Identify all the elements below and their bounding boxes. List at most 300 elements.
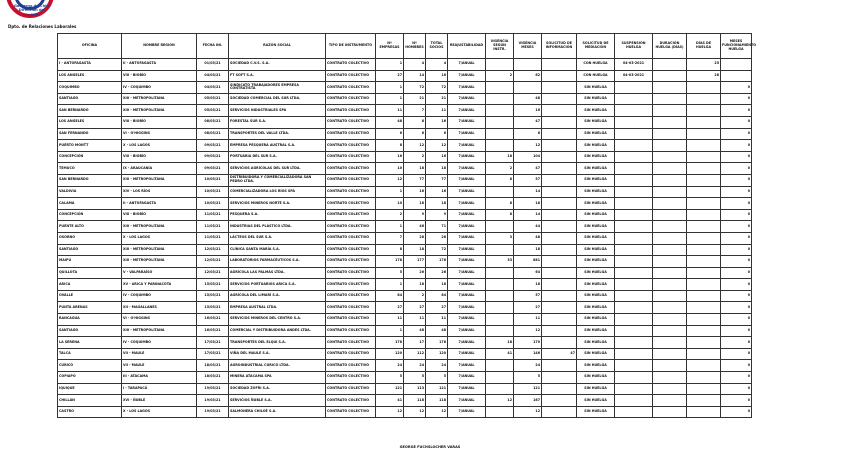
table-cell: 7/ANUAL xyxy=(448,221,486,233)
table-cell: EMPRESA AUSTRAL LTDA. xyxy=(229,302,326,314)
table-cell: 18 xyxy=(486,151,514,163)
table-cell: 1 xyxy=(376,221,404,233)
table-cell xyxy=(542,290,577,302)
table-cell: SIN HUELGA xyxy=(577,209,615,221)
table-cell: CONTRATO COLECTIVO xyxy=(326,395,376,407)
table-cell: VI - O'HIGGINS xyxy=(122,314,197,326)
table-cell xyxy=(542,70,577,82)
table-cell xyxy=(653,151,687,163)
table-cell xyxy=(542,198,577,210)
table-cell: 18 xyxy=(514,198,542,210)
table-cell: SIN HUELGA xyxy=(577,302,615,314)
table-cell: 178 xyxy=(376,256,404,268)
table-cell: SIN HUELGA xyxy=(577,116,615,128)
table-cell: 4 xyxy=(426,59,448,71)
table-cell: 0 xyxy=(721,325,752,337)
table-cell: 7 xyxy=(376,232,404,244)
table-cell xyxy=(514,59,542,71)
table-cell xyxy=(542,325,577,337)
table-cell: TRANSPORTES DEL VALLE LTDA. xyxy=(229,128,326,140)
table-cell: 121 xyxy=(426,383,448,395)
table-cell: 7/ANUAL xyxy=(448,151,486,163)
table-cell xyxy=(653,244,687,256)
table-cell: 177 xyxy=(404,256,426,268)
footer-signature: GEORGE FUCHSLOCHER VARAS xyxy=(399,445,461,449)
table-cell: 17/03/21 xyxy=(197,348,229,360)
table-row xyxy=(58,256,752,268)
table-cell xyxy=(486,59,514,71)
table-cell xyxy=(615,209,653,221)
table-cell: 48 xyxy=(376,116,404,128)
table-row xyxy=(58,279,752,291)
table-cell: CONTRATO COLECTIVO xyxy=(326,209,376,221)
table-cell xyxy=(542,221,577,233)
column-header: REAJUSTABILIDAD xyxy=(448,34,486,59)
table-cell xyxy=(653,70,687,82)
table-cell xyxy=(486,140,514,152)
table-header-row xyxy=(58,34,752,59)
table-cell: LABORATORIOS FARMACÉUTICOS S.A. xyxy=(229,256,326,268)
table-cell: SALMONERA CHILOÉ S.A. xyxy=(229,406,326,418)
table-cell: I - ANTOFAGASTA xyxy=(58,59,122,71)
table-cell: LOS ANGELES xyxy=(58,116,122,128)
table-row xyxy=(58,406,752,418)
table-cell: 27 xyxy=(376,302,404,314)
table-cell: SIN HUELGA xyxy=(577,314,615,326)
table-cell: COMERCIALIZADORA LOS RÍOS SPA xyxy=(229,186,326,198)
table-cell xyxy=(514,82,542,94)
table-cell: 84 xyxy=(426,290,448,302)
table-cell: CONCEPCIÓN xyxy=(58,209,122,221)
table-cell: IV - COQUIMBO xyxy=(122,290,197,302)
table-cell xyxy=(653,163,687,175)
table-cell: V - VALPARAÍSO xyxy=(122,267,197,279)
table-cell: SAN BERNARDO xyxy=(58,174,122,186)
table-cell: 0 xyxy=(721,314,752,326)
table-cell: 15/03/21 xyxy=(197,290,229,302)
table-cell: 7/ANUAL xyxy=(448,337,486,349)
table-cell: 12/03/21 xyxy=(197,244,229,256)
table-cell: 17/03/21 xyxy=(197,337,229,349)
table-cell xyxy=(653,348,687,360)
table-cell: CONTRATO COLECTIVO xyxy=(326,140,376,152)
table-cell: 15/03/21 xyxy=(197,302,229,314)
table-cell: XII - MAGALLANES xyxy=(122,302,197,314)
table-cell xyxy=(687,406,721,418)
table-cell xyxy=(542,256,577,268)
table-cell: 18/03/21 xyxy=(197,360,229,372)
table-cell: SIN HUELGA xyxy=(577,372,615,384)
table-cell: III - ATACAMA xyxy=(122,372,197,384)
table-cell xyxy=(653,105,687,117)
table-cell: 10 xyxy=(376,198,404,210)
table-cell: 16 xyxy=(376,151,404,163)
table-cell: 16 xyxy=(426,70,448,82)
table-cell: VIII - BIOBÍO xyxy=(122,151,197,163)
table-cell: XVI - ÑUBLE xyxy=(122,395,197,407)
table-cell: 7/ANUAL xyxy=(448,174,486,186)
table-cell: 7/ANUAL xyxy=(448,186,486,198)
column-header: Nº HOMBRES xyxy=(404,34,426,59)
table-cell: 0 xyxy=(721,256,752,268)
table-cell: 11 xyxy=(404,314,426,326)
table-cell xyxy=(615,82,653,94)
table-cell: 7/ANUAL xyxy=(448,198,486,210)
table-cell: COMERCIAL Y DISTRIBUIDORA ANDES LTDA. xyxy=(229,325,326,337)
page-subtitle: Dpto. de Relaciones Laborales xyxy=(8,24,77,29)
table-cell: LÁCTEOS DEL SUR S.A. xyxy=(229,232,326,244)
table-cell: 121 xyxy=(376,383,404,395)
table-cell xyxy=(486,383,514,395)
table-cell: SAN FERNANDO xyxy=(58,128,122,140)
table-cell xyxy=(615,174,653,186)
table-cell: SIN HUELGA xyxy=(577,279,615,291)
table-cell: MAIPÚ xyxy=(58,256,122,268)
table-cell: 0 xyxy=(721,232,752,244)
column-header: Nº EMPRESAS xyxy=(376,34,404,59)
table-cell: VIII - BIOBÍO xyxy=(122,116,197,128)
table-cell: 12 xyxy=(376,174,404,186)
table-cell: CURICÓ xyxy=(58,360,122,372)
table-cell: 0 xyxy=(721,302,752,314)
table-cell xyxy=(687,198,721,210)
table-cell: CONTRATO COLECTIVO xyxy=(326,383,376,395)
table-cell: SAN BERNARDO xyxy=(58,105,122,117)
table-cell: IQUIQUE xyxy=(58,383,122,395)
table-cell xyxy=(615,93,653,105)
table-cell: 1 xyxy=(376,82,404,94)
table-cell: 47 xyxy=(514,116,542,128)
table-cell: TRANSPORTES DEL ELQUI S.A. xyxy=(229,337,326,349)
table-cell: 12 xyxy=(426,406,448,418)
table-cell: CONTRATO COLECTIVO xyxy=(326,163,376,175)
table-cell: CONTRATO COLECTIVO xyxy=(326,128,376,140)
table-cell: 41 xyxy=(376,395,404,407)
table-cell xyxy=(486,105,514,117)
table-cell: VALDIVIA xyxy=(58,186,122,198)
table-cell: 6 xyxy=(404,128,426,140)
table-cell xyxy=(486,290,514,302)
table-cell xyxy=(687,140,721,152)
table-row xyxy=(58,186,752,198)
table-cell: 5 xyxy=(376,267,404,279)
table-cell xyxy=(486,325,514,337)
table-cell xyxy=(615,163,653,175)
table-cell: XV - ARICA Y PARINACOTA xyxy=(122,279,197,291)
table-cell xyxy=(653,314,687,326)
table-cell xyxy=(615,128,653,140)
table-cell: 04-03-2021 xyxy=(615,70,653,82)
table-cell: 7/ANUAL xyxy=(448,244,486,256)
table-cell: 14 xyxy=(514,209,542,221)
table-cell: 26 xyxy=(404,267,426,279)
table-cell: 28 xyxy=(426,232,448,244)
table-cell: SANTIAGO xyxy=(58,244,122,256)
table-cell: PUERTO MONTT xyxy=(58,140,122,152)
table-cell: 1 xyxy=(376,59,404,71)
table-cell: 7/ANUAL xyxy=(448,105,486,117)
table-cell xyxy=(486,116,514,128)
table-row xyxy=(58,325,752,337)
table-cell: 0 xyxy=(721,360,752,372)
table-cell: 6 xyxy=(514,128,542,140)
table-cell: 7/ANUAL xyxy=(448,290,486,302)
table-cell xyxy=(721,70,752,82)
table-cell: 7/ANUAL xyxy=(448,70,486,82)
table-cell xyxy=(486,314,514,326)
table-row xyxy=(58,105,752,117)
table-cell xyxy=(687,174,721,186)
table-cell: 5 xyxy=(426,372,448,384)
table-cell: 12 xyxy=(426,140,448,152)
table-cell: 1 xyxy=(376,325,404,337)
table-cell: CONTRATO COLECTIVO xyxy=(326,221,376,233)
table-cell xyxy=(615,198,653,210)
table-cell xyxy=(486,302,514,314)
table-cell: 05/03/21 xyxy=(197,105,229,117)
table-cell: 113 xyxy=(404,383,426,395)
table-row xyxy=(58,140,752,152)
table-cell: 12 xyxy=(514,140,542,152)
table-cell: 18 xyxy=(426,163,448,175)
logo-text: Gobierno de Chile Dirección del Trabajo xyxy=(13,4,51,17)
table-cell xyxy=(542,105,577,117)
table-cell: 9 xyxy=(404,209,426,221)
table-row xyxy=(58,163,752,175)
table-cell: 10/03/21 xyxy=(197,174,229,186)
table-cell xyxy=(542,93,577,105)
table-cell: 8 xyxy=(376,244,404,256)
table-cell: 18 xyxy=(514,244,542,256)
table-cell: 12 xyxy=(514,406,542,418)
table-cell xyxy=(687,151,721,163)
table-cell: QUILLOTA xyxy=(58,267,122,279)
table-cell: 5 xyxy=(404,372,426,384)
table-cell: ARICA xyxy=(58,279,122,291)
table-cell: 7/ANUAL xyxy=(448,267,486,279)
column-header: NOMBRE REGIÓN xyxy=(122,34,197,59)
table-cell: CONTRATO COLECTIVO xyxy=(326,198,376,210)
table-cell: CONTRATO COLECTIVO xyxy=(326,360,376,372)
table-row xyxy=(58,221,752,233)
table-cell: 4 xyxy=(404,59,426,71)
table-cell: 2 xyxy=(376,209,404,221)
table-cell: SIN HUELGA xyxy=(577,406,615,418)
table-cell: 0 xyxy=(721,267,752,279)
table-cell: LOS ANGELES xyxy=(58,70,122,82)
table-cell: SOCIEDAD COMERCIAL DEL SUR LTDA. xyxy=(229,93,326,105)
table-cell: 48 xyxy=(514,93,542,105)
table-cell: 72 xyxy=(404,82,426,94)
table-cell: CONTRATO COLECTIVO xyxy=(326,348,376,360)
table-cell: 7/ANUAL xyxy=(448,256,486,268)
table-row xyxy=(58,244,752,256)
table-cell: 19/03/21 xyxy=(197,395,229,407)
table-row xyxy=(58,151,752,163)
column-header: SOLICITUD DE INFORMACIÓN xyxy=(542,34,577,59)
table-cell: SIN HUELGA xyxy=(577,186,615,198)
table-cell xyxy=(542,383,577,395)
table-cell: 09/03/21 xyxy=(197,151,229,163)
table-cell xyxy=(721,59,752,71)
table-cell: 11 xyxy=(376,105,404,117)
table-cell: VIÑA DEL MAULE S.A. xyxy=(229,348,326,360)
table-cell: 0 xyxy=(721,116,752,128)
table-cell: 04/03/21 xyxy=(197,70,229,82)
table-cell: 7/ANUAL xyxy=(448,314,486,326)
table-cell xyxy=(687,267,721,279)
table-cell: 11/03/21 xyxy=(197,209,229,221)
table-cell: 7/ANUAL xyxy=(448,59,486,71)
table-cell: 881 xyxy=(514,256,542,268)
table-cell: XIII - METROPOLITANA xyxy=(122,174,197,186)
table-cell: 0 xyxy=(721,198,752,210)
table-cell: CON HUELGA xyxy=(577,70,615,82)
table-cell: SERVICIOS MINEROS NORTE S.A. xyxy=(229,198,326,210)
table-cell: 7/ANUAL xyxy=(448,116,486,128)
table-cell: 7/ANUAL xyxy=(448,140,486,152)
column-header: DÍAS DE HUELGA xyxy=(687,34,721,59)
table-cell: SIN HUELGA xyxy=(577,348,615,360)
table-cell: 46 xyxy=(404,221,426,233)
table-cell xyxy=(687,244,721,256)
table-cell xyxy=(653,140,687,152)
table-cell: SIN HUELGA xyxy=(577,325,615,337)
table-cell: DISTRIBUIDORA Y COMERCIALIZADORA SAN PEDRO LTDA. xyxy=(229,174,326,186)
table-cell: 28 xyxy=(687,70,721,82)
table-cell: 24 xyxy=(426,360,448,372)
table-cell: 11 xyxy=(376,314,404,326)
table-body xyxy=(58,59,752,418)
table-cell xyxy=(615,244,653,256)
table-cell xyxy=(542,337,577,349)
table-row xyxy=(58,116,752,128)
table-cell: SIN HUELGA xyxy=(577,128,615,140)
table-cell xyxy=(687,279,721,291)
table-cell: 7/ANUAL xyxy=(448,128,486,140)
table-cell xyxy=(615,325,653,337)
table-cell: SIN HUELGA xyxy=(577,290,615,302)
table-cell: CONTRATO COLECTIVO xyxy=(326,151,376,163)
table-cell: SIN HUELGA xyxy=(577,140,615,152)
table-cell xyxy=(653,116,687,128)
table-cell: 18/03/21 xyxy=(197,372,229,384)
table-cell: SERVICIOS MINEROS DEL CENTRO S.A. xyxy=(229,314,326,326)
table-cell: X - LOS LAGOS xyxy=(122,140,197,152)
table-cell: 16 xyxy=(514,105,542,117)
table-cell: 14 xyxy=(514,186,542,198)
table-cell xyxy=(653,372,687,384)
table-cell: 7 xyxy=(404,105,426,117)
table-cell xyxy=(687,325,721,337)
table-cell: 24 xyxy=(376,360,404,372)
table-cell: SANTIAGO xyxy=(58,325,122,337)
table-cell: 7/ANUAL xyxy=(448,93,486,105)
table-cell xyxy=(687,256,721,268)
table-cell: 120 xyxy=(426,348,448,360)
table-cell: 62 xyxy=(514,70,542,82)
table-cell: TEMUCO xyxy=(58,163,122,175)
table-cell: 1 xyxy=(376,279,404,291)
table-cell: 24 xyxy=(514,360,542,372)
table-cell: 27 xyxy=(514,302,542,314)
table-cell xyxy=(615,406,653,418)
table-row xyxy=(58,82,752,94)
column-header: VIGENCIA SEGÚN INSTR. xyxy=(486,34,514,59)
table-cell xyxy=(653,256,687,268)
table-cell xyxy=(486,186,514,198)
table-cell xyxy=(687,221,721,233)
table-cell: 2 xyxy=(404,151,426,163)
table-cell: XIII - METROPOLITANA xyxy=(122,256,197,268)
table-cell: AGROINDUSTRIAL CURICÓ LTDA. xyxy=(229,360,326,372)
table-cell: PESQUERA S.A. xyxy=(229,209,326,221)
table-row xyxy=(58,348,752,360)
table-cell xyxy=(687,186,721,198)
table-cell xyxy=(687,290,721,302)
column-header: OFICINA xyxy=(58,34,122,59)
table-cell: 0 xyxy=(721,151,752,163)
table-cell xyxy=(653,290,687,302)
table-cell: 118 xyxy=(426,395,448,407)
table-cell: 12/03/21 xyxy=(197,267,229,279)
table-cell: XIII - METROPOLITANA xyxy=(122,93,197,105)
table-cell: 27 xyxy=(376,70,404,82)
table-cell xyxy=(653,267,687,279)
table-cell xyxy=(486,372,514,384)
table-cell xyxy=(687,337,721,349)
table-cell xyxy=(615,383,653,395)
table-cell xyxy=(687,128,721,140)
table-cell: PORTUARIA DEL SUR S.A. xyxy=(229,151,326,163)
table-cell xyxy=(687,232,721,244)
table-cell: SIN HUELGA xyxy=(577,105,615,117)
table-cell xyxy=(653,128,687,140)
table-cell: CONTRATO COLECTIVO xyxy=(326,59,376,71)
table-cell xyxy=(542,232,577,244)
table-cell: 178 xyxy=(376,337,404,349)
table-cell: 3 xyxy=(486,232,514,244)
table-cell: CONTRATO COLECTIVO xyxy=(326,314,376,326)
table-cell: 0 xyxy=(721,395,752,407)
table-cell xyxy=(615,232,653,244)
table-cell: 18 xyxy=(404,244,426,256)
table-cell: 0 xyxy=(721,337,752,349)
table-cell xyxy=(653,186,687,198)
table-row xyxy=(58,314,752,326)
table-cell: 0 xyxy=(721,290,752,302)
table-cell: X - LOS LAGOS xyxy=(122,232,197,244)
table-cell: CONTRATO COLECTIVO xyxy=(326,302,376,314)
table-row xyxy=(58,209,752,221)
table-cell: CASTRO xyxy=(58,406,122,418)
table-cell: SIN HUELGA xyxy=(577,174,615,186)
table-cell: SOCIEDAD ZOFRI S.A. xyxy=(229,383,326,395)
table-cell: 18 xyxy=(426,198,448,210)
table-cell xyxy=(486,82,514,94)
table-cell: SINDICATO TRABAJADORES EMPRESA CONTRATISTA xyxy=(229,82,326,94)
table-cell: 7/ANUAL xyxy=(448,163,486,175)
table-cell: 12 xyxy=(404,406,426,418)
table-cell xyxy=(653,383,687,395)
table-cell: 8 xyxy=(486,174,514,186)
table-cell xyxy=(615,302,653,314)
table-cell: 04-03-2021 xyxy=(615,59,653,71)
table-cell xyxy=(653,232,687,244)
table-cell: CONTRATO COLECTIVO xyxy=(326,279,376,291)
table-cell xyxy=(653,360,687,372)
table-cell: XIV - LOS RÍOS xyxy=(122,186,197,198)
